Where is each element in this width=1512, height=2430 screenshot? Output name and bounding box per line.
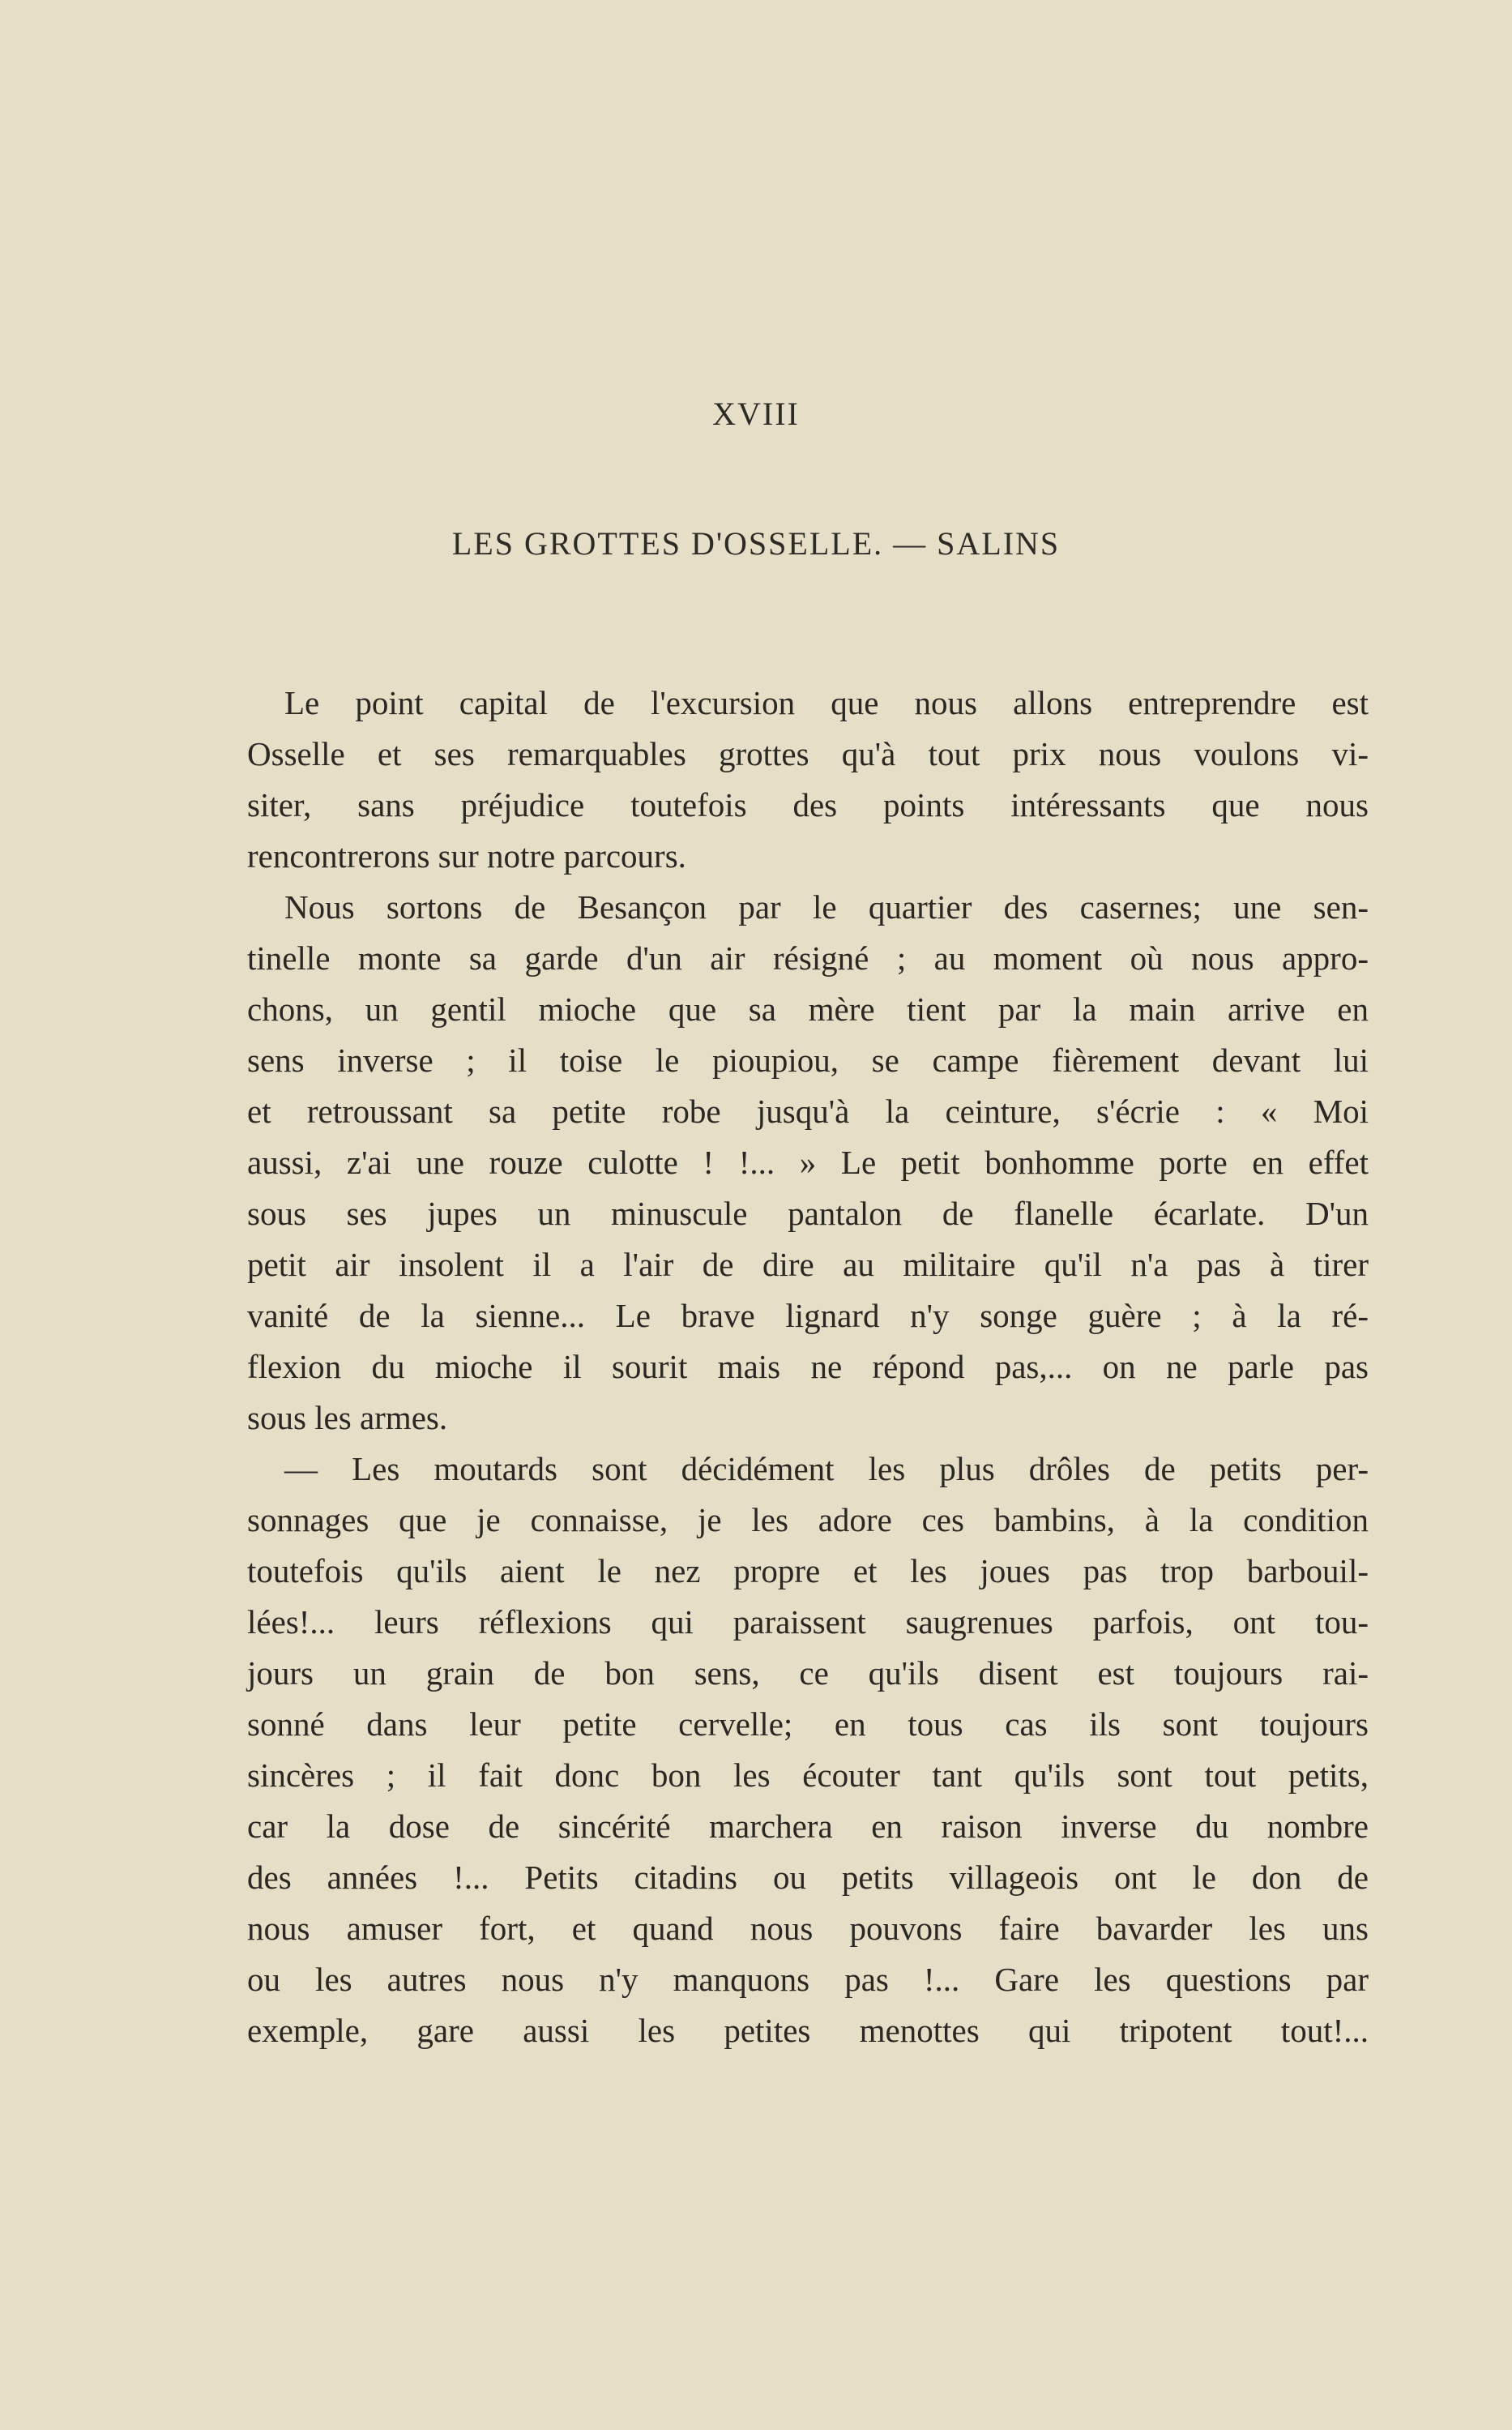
text-line: flexion du mioche il sourit mais ne répond pas,... on ne parle pas	[247, 1348, 1369, 1385]
body-text	[247, 678, 1369, 2056]
text-line: sens inverse ; il toise le pioupiou, se campe fièrement devant lui	[247, 1042, 1369, 1079]
text-line: — Les moutards sont décidément les plus drôles de petits per-	[284, 1450, 1369, 1487]
text-line: sonné dans leur petite cervelle; en tous cas ils sont toujours	[247, 1705, 1369, 1743]
text-line: ou les autres nous n'y manquons pas !... Gare les questions par	[247, 1961, 1369, 1998]
text-line: chons, un gentil mioche que sa mère tient par la main arrive en	[247, 990, 1369, 1028]
text-line: exemple, gare aussi les petites menottes qui tripotent tout!...	[247, 2012, 1369, 2049]
text-line: sous ses jupes un minuscule pantalon de flanelle écarlate. D'un	[247, 1195, 1369, 1232]
text-line: sincères ; il fait donc bon les écouter tant qu'ils sont tout petits,	[247, 1756, 1369, 1794]
text-line: vanité de la sienne... Le brave lignard n'y songe guère ; à la ré-	[247, 1297, 1369, 1334]
text-line: Nous sortons de Besançon par le quartier des casernes; une sen-	[284, 888, 1369, 926]
text-line: et retroussant sa petite robe jusqu'à la ceinture, s'écrie : « Moi	[247, 1093, 1369, 1130]
text-line: jours un grain de bon sens, ce qu'ils disent est toujours rai-	[247, 1654, 1369, 1692]
paragraph-3	[247, 1444, 1369, 2056]
paragraph-1	[247, 678, 1369, 882]
text-line: nous amuser fort, et quand nous pouvons faire bavarder les uns	[247, 1910, 1369, 1947]
text-line: sonnages que je connaisse, je les adore ces bambins, à la condition	[247, 1501, 1369, 1538]
text-line: des années !... Petits citadins ou petits villageois ont le don de	[247, 1859, 1369, 1896]
text-line: tinelle monte sa garde d'un air résigné ; au moment où nous appro-	[247, 939, 1369, 977]
text-line: sous les armes.	[247, 1399, 448, 1436]
text-line: toutefois qu'ils aient le nez propre et les joues pas trop barbouil-	[247, 1552, 1369, 1589]
text-line: lées!... leurs réflexions qui paraissent saugrenues parfois, ont tou-	[247, 1603, 1369, 1641]
text-line: siter, sans préjudice toutefois des points intéressants que nous	[247, 786, 1369, 824]
chapter-title: LES GROTTES D'OSSELLE. — SALINS	[451, 525, 1061, 562]
text-line: rencontrerons sur notre parcours.	[247, 837, 686, 875]
text-line: Le point capital de l'excursion que nous allons entreprendre est	[284, 684, 1369, 721]
text-line: car la dose de sincérité marchera en raison inverse du nombre	[247, 1808, 1369, 1845]
text-line: aussi, z'ai une rouze culotte ! !... » Le petit bonhomme porte en effet	[247, 1144, 1369, 1181]
text-line: petit air insolent il a l'air de dire au militaire qu'il n'a pas à tirer	[247, 1246, 1369, 1283]
text-line: Osselle et ses remarquables grottes qu'à tout prix nous voulons vi-	[247, 735, 1369, 772]
chapter-number: XVIII	[712, 396, 800, 432]
paragraph-2	[247, 882, 1369, 1444]
